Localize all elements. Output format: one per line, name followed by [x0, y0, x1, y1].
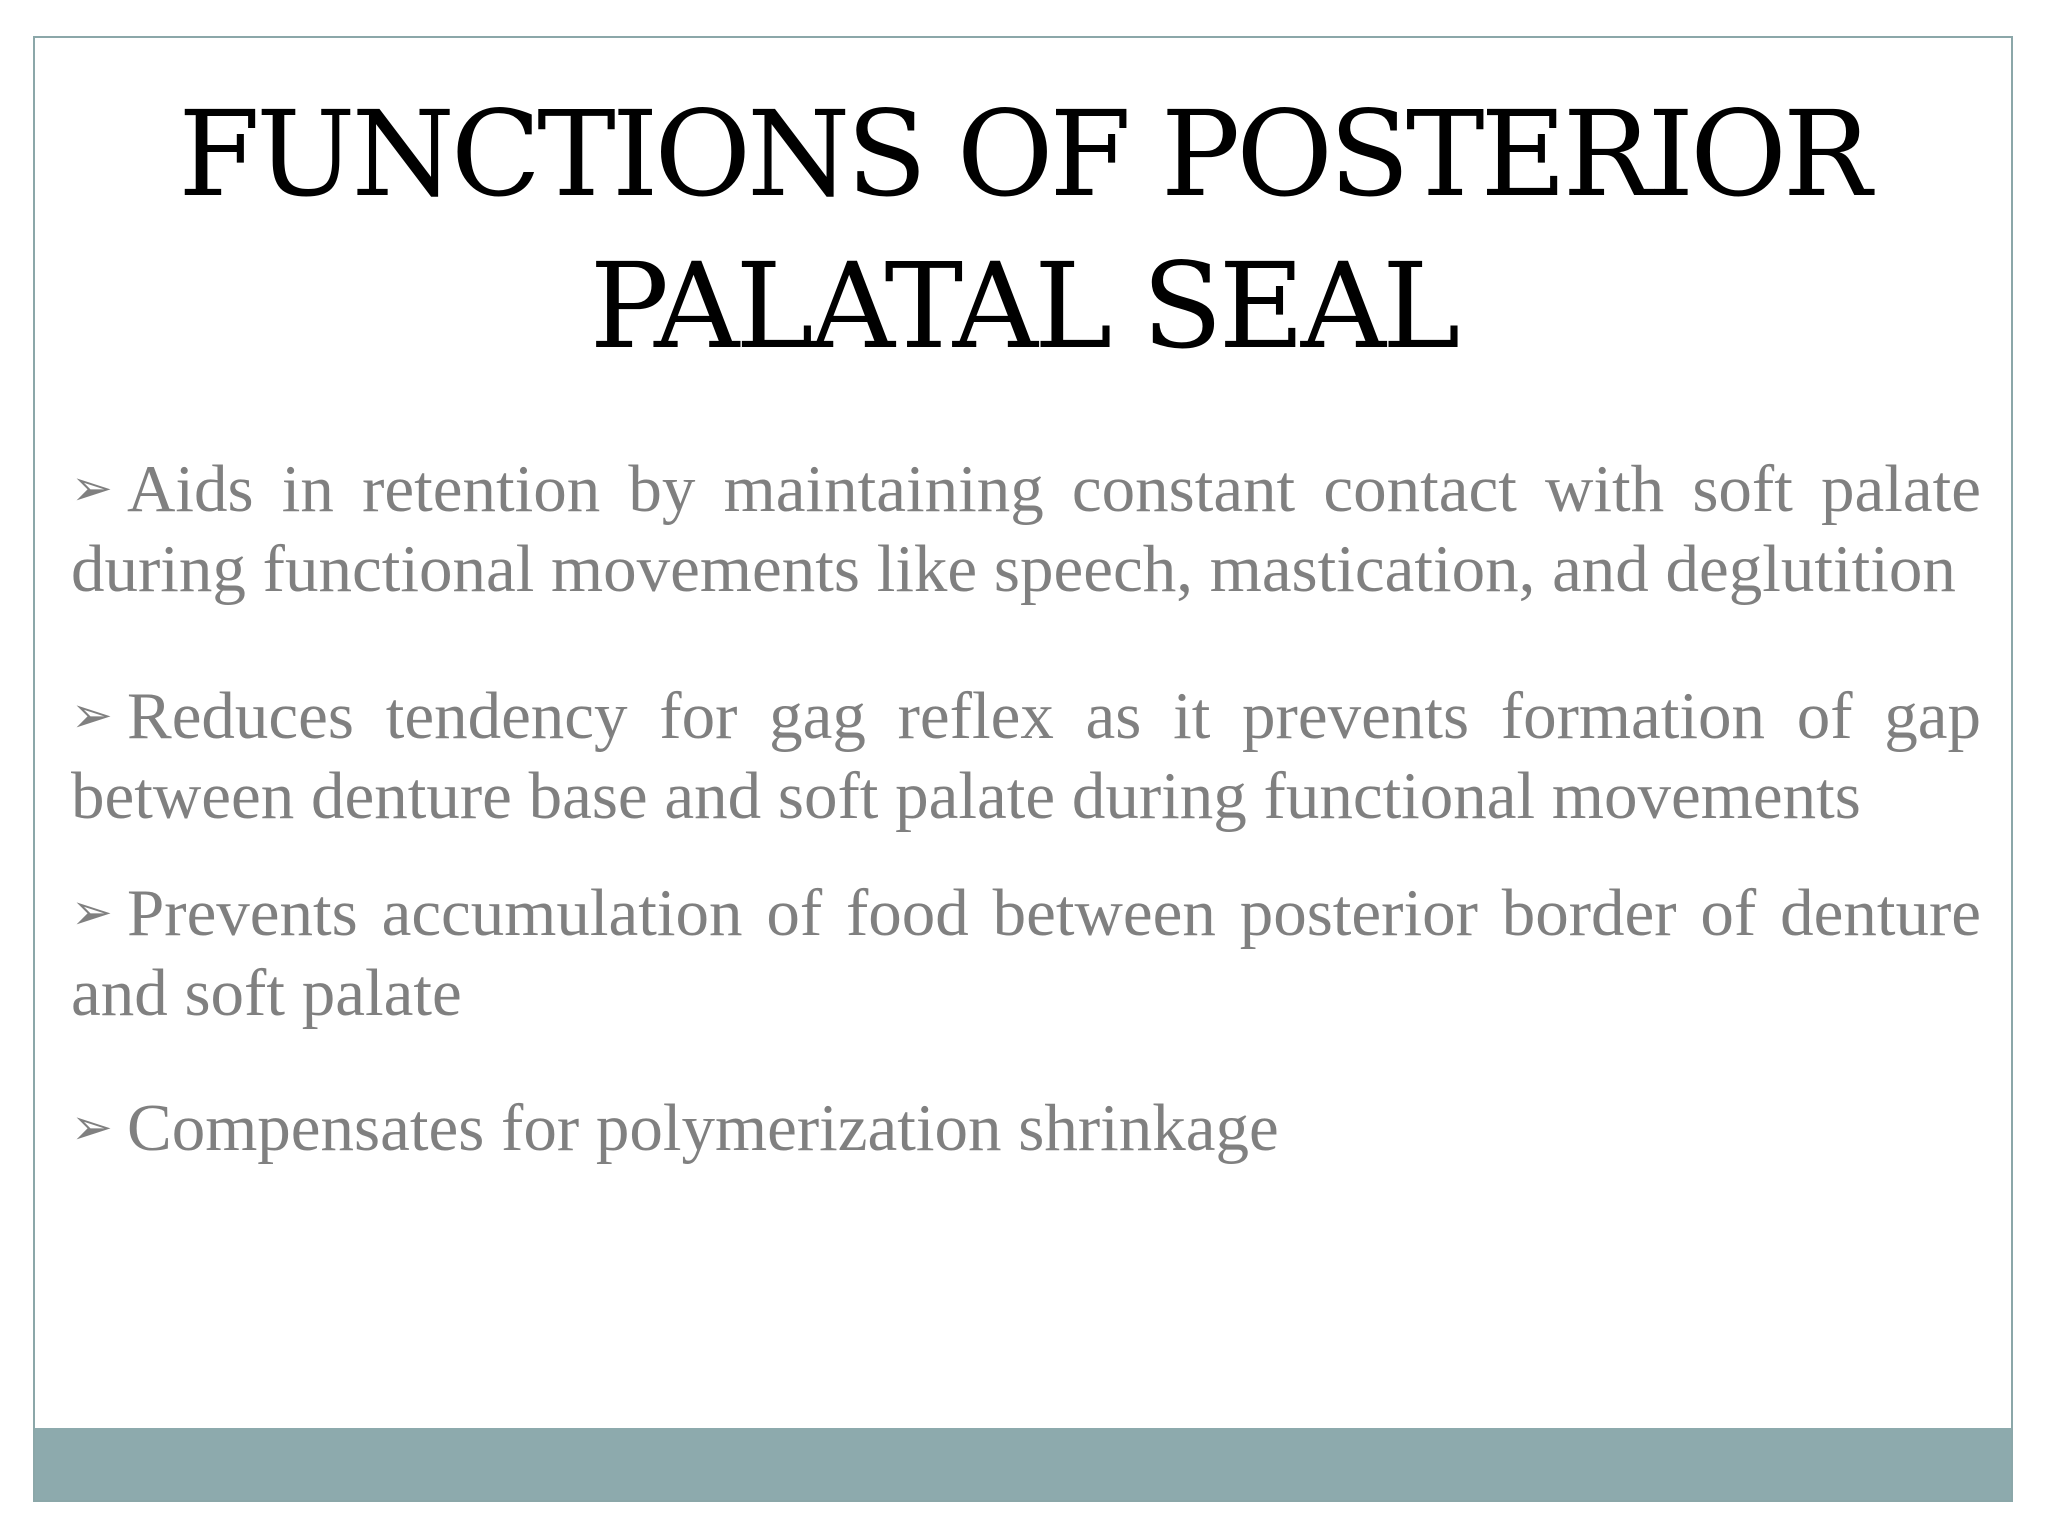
list-item	[71, 1087, 1981, 1168]
arrowhead-bullet-icon: ➢	[71, 687, 113, 743]
slide-title-line-2: PALATAL SEAL	[589, 237, 1457, 375]
footer-bar	[35, 1428, 2011, 1500]
list-item	[71, 448, 1981, 609]
bullet-text: Reduces tendency for gag reflex as it prevents formation of gap between denture base and soft palate during functional movements	[71, 679, 1981, 833]
arrowhead-bullet-icon: ➢	[71, 460, 113, 516]
list-item	[71, 872, 1981, 1033]
slide-title-line-1: FUNCTIONS OF POSTERIOR	[178, 85, 1868, 223]
slide-title	[35, 78, 2011, 382]
bullet-text: Compensates for polymerization shrinkage	[127, 1091, 1279, 1165]
arrowhead-bullet-icon: ➢	[71, 884, 113, 940]
bullet-text: Prevents accumulation of food between posterior border of denture and soft palate	[71, 876, 1981, 1030]
slide	[33, 36, 2013, 1502]
arrowhead-bullet-icon: ➢	[71, 1099, 113, 1155]
bullet-list	[71, 448, 1981, 1168]
list-item	[71, 675, 1981, 836]
bullet-text: Aids in retention by maintaining constant contact with soft palate during functional movements like speech, mastication, and deglutition	[71, 452, 1981, 606]
